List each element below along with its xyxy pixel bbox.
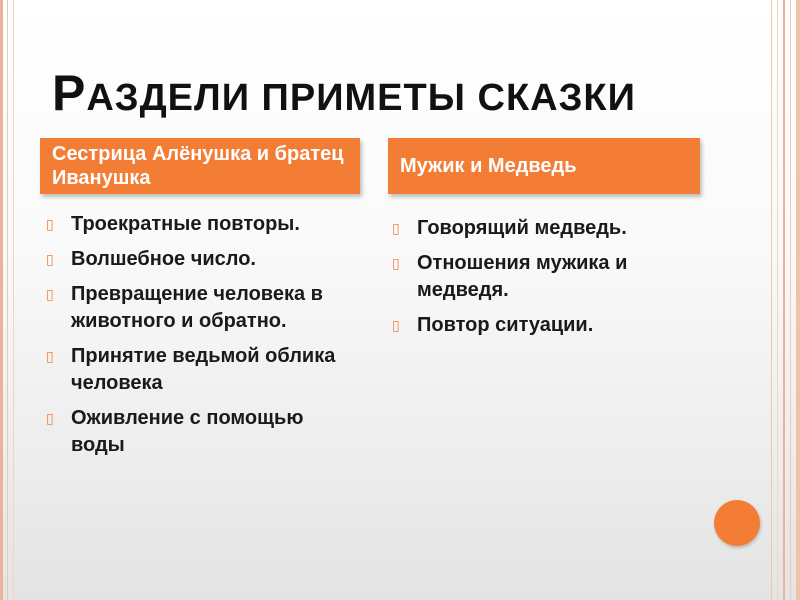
square-bullet-icon: ▯ xyxy=(392,255,400,271)
square-bullet-icon: ▯ xyxy=(46,216,54,232)
list-item-text: Троекратные повторы. xyxy=(71,213,300,235)
frame-line-left xyxy=(13,0,14,600)
column-header-left xyxy=(40,138,360,194)
frame-line-right xyxy=(796,0,800,600)
list-item xyxy=(46,246,356,273)
list-item xyxy=(392,215,722,242)
slide-title xyxy=(52,64,636,122)
list-item xyxy=(392,312,722,339)
list-item-text: Повтор ситуации. xyxy=(417,314,594,336)
frame-line-right xyxy=(790,0,791,600)
list-item-text: Говорящий медведь. xyxy=(417,217,627,239)
list-item-text: Волшебное число. xyxy=(71,248,256,270)
column-header-left-label: Сестрица Алёнушка и братец Иванушка xyxy=(52,143,344,189)
list-item-text: Отношения мужика и медведя. xyxy=(417,252,628,301)
square-bullet-icon: ▯ xyxy=(46,410,54,426)
square-bullet-icon: ▯ xyxy=(46,286,54,302)
decorative-circle xyxy=(714,500,760,546)
list-item-text: Принятие ведьмой облика человека xyxy=(71,345,336,394)
square-bullet-icon: ▯ xyxy=(46,251,54,267)
column-header-right xyxy=(388,138,700,194)
title-rest: АЗДЕЛИ ПРИМЕТЫ СКАЗКИ xyxy=(86,77,636,119)
list-item-text: Оживление с помощью воды xyxy=(71,407,304,456)
frame-line-right xyxy=(783,0,785,600)
list-item-text: Превращение человека в животного и обратно. xyxy=(71,283,323,332)
list-item xyxy=(46,405,356,459)
frame-line-left xyxy=(7,0,8,600)
square-bullet-icon: ▯ xyxy=(392,220,400,236)
list-item xyxy=(46,281,356,335)
square-bullet-icon: ▯ xyxy=(46,348,54,364)
frame-line-right xyxy=(771,0,772,600)
list-item xyxy=(46,211,356,238)
frame-line-left xyxy=(0,0,3,600)
list-item xyxy=(46,343,356,397)
list-left xyxy=(46,211,356,467)
title-first-letter: Р xyxy=(52,65,87,121)
list-right xyxy=(392,215,722,347)
square-bullet-icon: ▯ xyxy=(392,317,400,333)
list-item xyxy=(392,250,722,304)
frame-line-right xyxy=(777,0,778,600)
column-header-right-label: Мужик и Медведь xyxy=(400,155,577,177)
